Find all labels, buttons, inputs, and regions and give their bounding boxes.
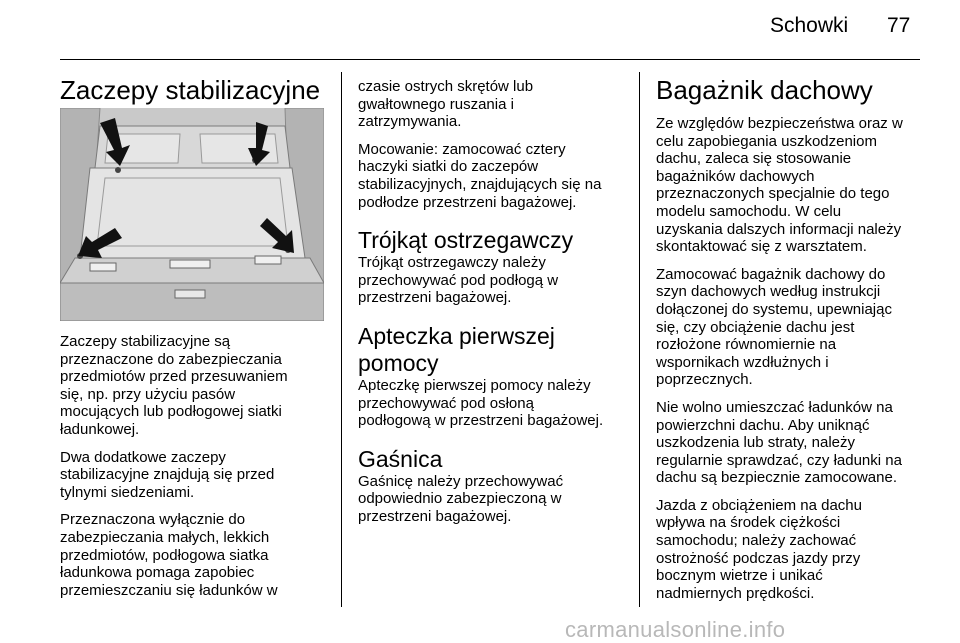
paragraph: czasie ostrych skrętów lub gwałtownego ruszania i zatrzymywania. (358, 78, 534, 131)
trunk-illustration (60, 108, 324, 321)
paragraph: Ze względów bezpieczeństwa oraz w celu zapobiegania uszkodzeniom dachu, zaleca się stosowanie bagażników dachowych przeznaczonych specjalnie do tego modelu samochodu. W celu uzyskania dalszych informacji należy skontaktować się z warsztatem. (656, 115, 903, 256)
section-heading: Gaśnica (358, 445, 443, 472)
trunk-hooks-image (60, 108, 324, 321)
running-header-title: Schowki (770, 14, 849, 37)
paragraph: Mocowanie: zamocować cztery haczyki siatki do zaczepów stabilizacyjnych, znajdujących się na podłodze przestrzeni bagażowej. (358, 140, 602, 211)
page-number: 77 (887, 14, 911, 37)
column-2 (358, 78, 633, 536)
header-rule (60, 59, 920, 60)
paragraph: Gaśnicę należy przechowywać odpowiednio zabezpieczoną w przestrzeni bagażowej. (358, 472, 564, 525)
paragraph: Przeznaczona wyłącznie do zabezpieczania małych, lekkich przedmiotów, podłogowa siatka ładunkowa pomaga zapobiec przemieszczaniu się ładunków w (60, 511, 278, 599)
column-divider (341, 72, 342, 607)
column-1-text (60, 333, 335, 609)
column-divider (639, 72, 640, 607)
column-1 (60, 75, 330, 105)
section-heading: Apteczka pierwszej pomocy (358, 322, 555, 376)
paragraph: Nie wolno umieszczać ładunków na powierzchni dachu. Aby uniknąć uszkodzenia lub straty, należy regularnie sprawdzać, czy ładunki na dachu są bezpiecznie zamocowane. (656, 398, 902, 487)
paragraph: Trójkąt ostrzegawczy należy przechowywać pod podłogą w przestrzeni bagażowej. (358, 254, 559, 307)
section-heading: Trójkąt ostrzegawczy (358, 227, 574, 254)
paragraph: Jazda z obciążeniem na dachu wpływa na środek ciężkości samochodu; należy zachować ostrożność podczas jazdy przy bocznym wietrze i unikać nadmiernych prędkości. (656, 496, 862, 602)
watermark: carmanualsonline.info (565, 617, 786, 642)
paragraph: Zaczepy stabilizacyjne są przeznaczone do zabezpieczania przedmiotów przed przesuwaniem się, np. przy użyciu pasów mocujących lub podłogowej siatki ładunkowej. (60, 333, 288, 438)
section-heading: Zaczepy stabilizacyjne (60, 75, 321, 105)
paragraph: Dwa dodatkowe zaczepy stabilizacyjne znajdują się przed tylnymi siedzeniami. (60, 448, 275, 501)
paragraph: Apteczkę pierwszej pomocy należy przechowywać pod osłoną podłogową w przestrzeni bagażowej. (358, 376, 604, 430)
section-heading: Bagażnik dachowy (656, 75, 873, 105)
column-3 (656, 75, 936, 612)
paragraph: Zamocować bagażnik dachowy do szyn dachowych według instrukcji dołączonej do systemu, upewniając się, czy obciążenie dachu jest rozłożone równomiernie na wspornikach wzdłużnych i poprzecznych. (656, 265, 892, 389)
